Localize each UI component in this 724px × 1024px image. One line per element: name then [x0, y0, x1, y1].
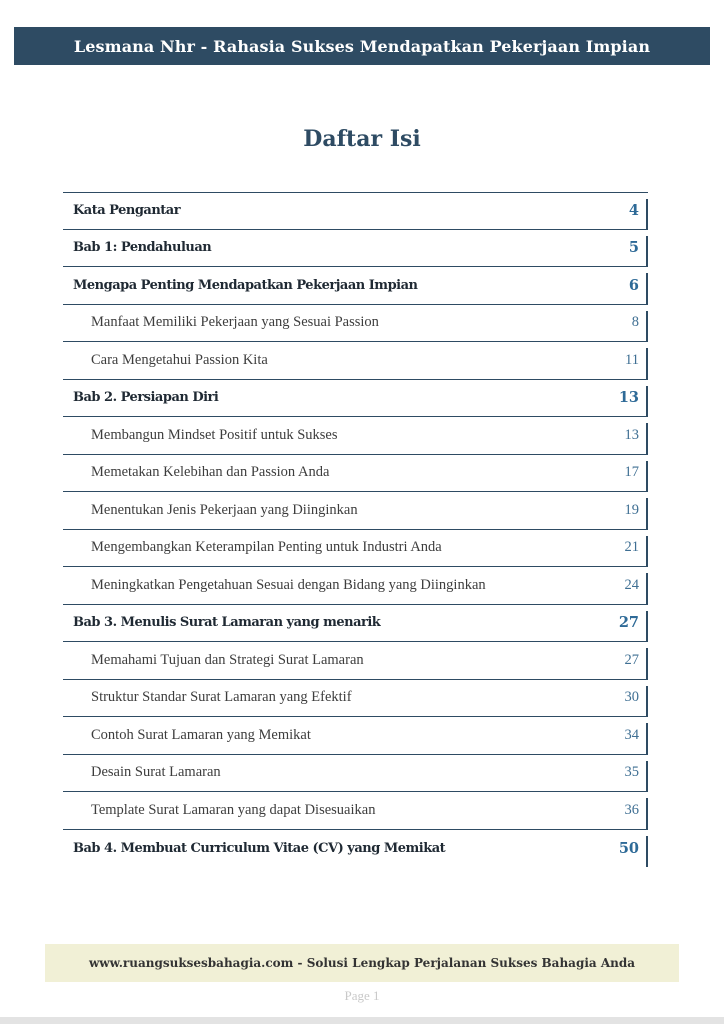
toc-entry-label: Contoh Surat Lamaran yang Memikat — [91, 726, 311, 743]
toc-entry-label: Meningkatkan Pengetahuan Sesuai dengan Bidang yang Diinginkan — [91, 576, 486, 593]
toc-entry-label: Mengapa Penting Mendapatkan Pekerjaan Impian — [73, 277, 418, 293]
toc-entry-page: 11 — [625, 351, 639, 368]
toc-entry[interactable] — [63, 605, 648, 643]
toc-entry-label: Manfaat Memiliki Pekerjaan yang Sesuai Passion — [91, 314, 379, 331]
toc-entry-page: 6 — [628, 276, 639, 294]
toc-entry-page: 27 — [618, 614, 639, 632]
toc-entry-page: 34 — [624, 726, 639, 743]
toc-entry-page: 50 — [618, 839, 639, 857]
toc-entry-page: 36 — [624, 801, 639, 818]
toc-entry-label: Kata Pengantar — [73, 203, 181, 219]
toc-entry[interactable] — [63, 380, 648, 418]
toc-entry-page: 8 — [631, 314, 639, 331]
toc-entry[interactable] — [63, 342, 648, 380]
toc-entry[interactable] — [63, 755, 648, 793]
toc-entry-label: Memahami Tujuan dan Strategi Surat Lamaran — [91, 651, 364, 668]
toc-entry-page: 13 — [624, 426, 639, 443]
toc-entry-page: 24 — [624, 576, 639, 593]
toc-entry[interactable] — [63, 417, 648, 455]
toc-entry[interactable] — [63, 267, 648, 305]
header-bar — [14, 27, 710, 65]
toc-entry-page: 5 — [628, 239, 639, 257]
toc-entry[interactable] — [63, 192, 648, 230]
toc-entry[interactable] — [63, 567, 648, 605]
toc-entry-page: 17 — [624, 464, 639, 481]
toc-title: Daftar Isi — [303, 126, 421, 152]
toc-entry-label: Mengembangkan Keterampilan Penting untuk Industri Anda — [91, 539, 442, 556]
toc-entry-label: Desain Surat Lamaran — [91, 764, 221, 781]
page-bottom-edge — [0, 1017, 724, 1024]
toc-entry-label: Struktur Standar Surat Lamaran yang Efektif — [91, 689, 352, 706]
footer-text[interactable]: www.ruangsuksesbahagia.com - Solusi Lengkap Perjalanan Sukses Bahagia Anda — [88, 956, 636, 970]
toc-entry-page: 35 — [624, 764, 639, 781]
toc-entry-label: Membangun Mindset Positif untuk Sukses — [91, 426, 338, 443]
toc-entry-label: Bab 2. Persiapan Diri — [73, 390, 219, 406]
toc-entry[interactable] — [63, 530, 648, 568]
toc-entry-label: Bab 1: Pendahuluan — [73, 240, 212, 256]
header-title: Lesmana Nhr - Rahasia Sukses Mendapatkan Pekerjaan Impian — [73, 36, 651, 56]
toc-entry[interactable] — [63, 717, 648, 755]
toc-entry-label: Cara Mengetahui Passion Kita — [91, 351, 268, 368]
toc-entry[interactable] — [63, 830, 648, 868]
toc-entry-label: Bab 4. Membuat Curriculum Vitae (CV) yang Memikat — [73, 840, 446, 856]
footer-bar — [45, 944, 679, 982]
toc-entry[interactable] — [63, 680, 648, 718]
toc-entry[interactable] — [63, 305, 648, 343]
toc-entry-label: Menentukan Jenis Pekerjaan yang Diinginkan — [91, 501, 358, 518]
toc-entry-page: 27 — [624, 651, 639, 668]
toc-entry-page: 19 — [624, 501, 639, 518]
toc-entry[interactable] — [63, 642, 648, 680]
toc-entry[interactable] — [63, 230, 648, 268]
toc-entry[interactable] — [63, 492, 648, 530]
toc-entry-label: Memetakan Kelebihan dan Passion Anda — [91, 464, 330, 481]
toc-entry-label: Template Surat Lamaran yang dapat Disesuaikan — [91, 801, 376, 818]
toc-entry[interactable] — [63, 792, 648, 830]
table-of-contents — [63, 192, 648, 867]
toc-entry-page: 30 — [624, 689, 639, 706]
toc-entry-label: Bab 3. Menulis Surat Lamaran yang menarik — [73, 615, 381, 631]
toc-entry-page: 21 — [624, 539, 639, 556]
toc-entry-page: 4 — [628, 202, 639, 220]
toc-entry-page: 13 — [618, 389, 639, 407]
page-number: Page 1 — [344, 988, 380, 1003]
toc-entry[interactable] — [63, 455, 648, 493]
